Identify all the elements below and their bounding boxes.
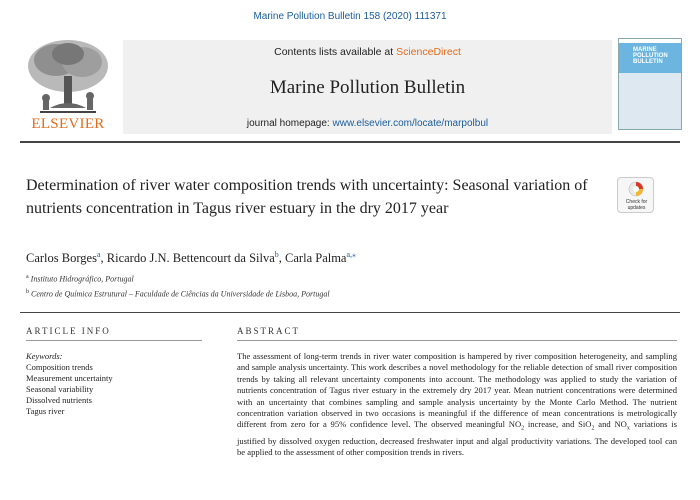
keywords-label: Keywords: bbox=[26, 351, 63, 361]
abstract-heading: ABSTRACT bbox=[237, 326, 301, 336]
author-affiliation-mark[interactable]: a,⁎ bbox=[346, 250, 357, 259]
abstract-part: and NO bbox=[594, 419, 627, 430]
cover-title-line: POLLUTION bbox=[633, 53, 668, 59]
journal-masthead bbox=[20, 36, 682, 134]
article-info-heading: ARTICLE INFO bbox=[26, 326, 111, 336]
author-name[interactable]: Carla Palma bbox=[285, 251, 347, 266]
affiliation-item bbox=[26, 271, 646, 286]
subscript: 2 bbox=[591, 426, 595, 433]
check-for-updates-icon bbox=[628, 181, 644, 197]
cover-title-line: MARINE bbox=[633, 47, 657, 53]
tree-of-knowledge-icon bbox=[20, 36, 116, 116]
affiliations bbox=[26, 271, 646, 300]
author-affiliation-mark[interactable]: b bbox=[274, 250, 279, 259]
affiliation-mark: b bbox=[26, 288, 29, 295]
homepage-prefix: journal homepage: bbox=[246, 118, 333, 129]
journal-cover-thumbnail[interactable] bbox=[618, 38, 682, 130]
journal-name: Marine Pollution Bulletin bbox=[269, 77, 466, 98]
cover-title-line: BULLETIN bbox=[633, 59, 663, 65]
affiliation-item bbox=[26, 286, 646, 301]
journal-homepage-link[interactable]: www.elsevier.com/locate/marpolbul bbox=[332, 118, 489, 129]
journal-citation[interactable]: Marine Pollution Bulletin 158 (2020) 111371 bbox=[253, 11, 447, 22]
author-name[interactable]: Carlos Borges bbox=[26, 251, 97, 266]
author-affiliation-mark[interactable]: a bbox=[96, 250, 101, 259]
article-title: Determination of river water composition trends with uncertainty: Seasonal variation of nutrients concentration in Tagus river estuary in the dry 2017 year bbox=[26, 177, 588, 217]
elsevier-logo[interactable] bbox=[20, 36, 116, 134]
badge-label: Check for updates bbox=[625, 199, 648, 211]
affiliation-text: Instituto Hidrográfico, Portugal bbox=[30, 274, 134, 284]
subscript: 2 bbox=[521, 426, 525, 433]
keyword-item: Composition trends bbox=[26, 362, 93, 372]
keyword-item: Measurement uncertainty bbox=[26, 373, 113, 383]
abstract-part: increase, and SiO bbox=[524, 419, 592, 430]
keyword-item: Tagus river bbox=[26, 406, 65, 416]
section-divider bbox=[20, 312, 680, 313]
keywords-block bbox=[26, 351, 206, 417]
author-name[interactable]: Ricardo J.N. Bettencourt da Silva bbox=[106, 251, 275, 266]
check-for-updates-badge[interactable] bbox=[617, 177, 654, 213]
subscript: x bbox=[626, 426, 630, 433]
header-divider bbox=[20, 141, 680, 143]
article-info-rule bbox=[26, 340, 202, 341]
cover-band bbox=[619, 73, 682, 130]
affiliation-mark: a bbox=[26, 274, 29, 280]
cover-title bbox=[633, 47, 679, 65]
keyword-item: Seasonal variability bbox=[26, 384, 94, 394]
abstract-part: The assessment of long-term trends in river water composition is hampered by river composition heterogeneity, and sampling and sample analysis uncertainty. This work describes a novel methodology for the reliable detection of small river composition trends by taking all relevant uncertainty components into account. The methodology was applied to study the variation of nutrients concentration of Tagus river estuary in the extremely dry 2017 year. Mean nutrient concentrations were determined with an uncertainty that combines sampling and sample analysis uncertainty by the Monte Carlo Method. The nutrient concentration variation observed in two occasions is meaningful if the difference of mean concentrations is metrologically different from zero for a 95% confidence level. The observed meaningful NO bbox=[237, 351, 677, 430]
affiliation-text: Centro de Química Estrutural – Faculdade de Ciências da Universidade de Lisboa, Portugal bbox=[31, 289, 330, 299]
abstract-rule bbox=[237, 340, 677, 341]
cover-top-strip bbox=[619, 39, 682, 43]
abstract-part: variations is justified by dissolved oxygen reduction, decreased freshwater input and algal productivity variations. The developed tool can be applied to the assessment of other composition trends in rivers. bbox=[237, 419, 677, 457]
contents-line bbox=[123, 46, 612, 58]
publisher-name: ELSEVIER bbox=[31, 116, 105, 132]
author-list: Carlos Borges$^a$, Ricardo J.N. Bettencourt da Silva$^b$, Carla Palma$^{a,⁎}$ bbox=[26, 250, 357, 266]
contents-prefix: Contents lists available at bbox=[274, 46, 397, 58]
homepage-line bbox=[123, 118, 612, 129]
sciencedirect-link[interactable]: ScienceDirect bbox=[396, 46, 461, 58]
abstract-text bbox=[237, 351, 677, 458]
journal-banner bbox=[123, 40, 612, 134]
keyword-item: Dissolved nutrients bbox=[26, 395, 92, 405]
